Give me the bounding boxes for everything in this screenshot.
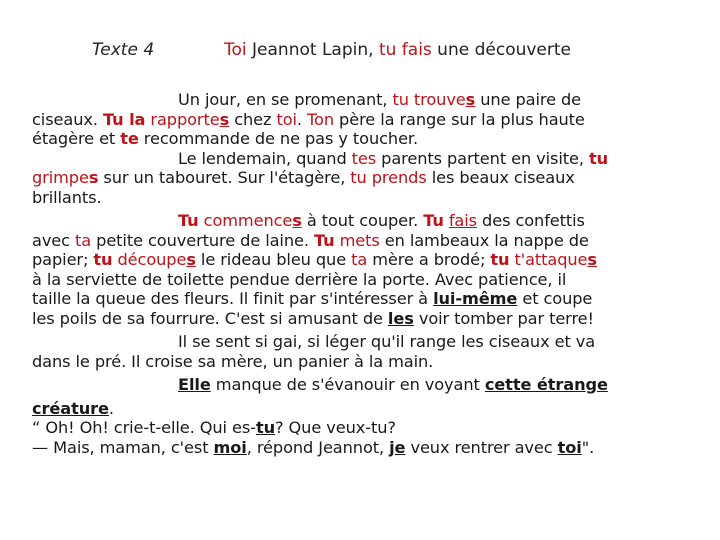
text-segment: une paire de: [475, 90, 582, 109]
text-segment: lui-même: [433, 289, 518, 308]
text-segment: Elle: [178, 375, 211, 394]
text-segment: dans le pré. Il croise sa mère, un panier à la main.: [32, 351, 434, 371]
text-segment: “ Oh! Oh! crie-t-elle. Qui es-: [32, 418, 256, 437]
text-segment: toi: [557, 437, 582, 457]
text-segment: Il se sent si gai, si léger qu'il range les ciseaux et va: [178, 332, 596, 351]
text-line: [32, 289, 682, 309]
text-segment: à la serviette de toilette pendue derrière la porte. Avec patience, il: [32, 269, 567, 289]
text-segment: Tu: [178, 211, 199, 230]
text-segment: commence: [203, 211, 293, 230]
text-segment: le rideau bleu que: [195, 250, 352, 269]
text-segment: s: [186, 250, 196, 269]
text-segment: ta: [351, 250, 368, 269]
text-segment: fais: [401, 40, 432, 60]
text-line: [32, 90, 682, 110]
text-segment: Tu: [423, 211, 444, 230]
text-line: [32, 418, 682, 438]
text-line: [32, 332, 682, 352]
text-segment: les: [387, 308, 414, 328]
text-line: [32, 231, 682, 251]
text-segment: tu: [255, 418, 275, 437]
text-segment: tu: [490, 250, 510, 269]
text-segment: cette étrange: [484, 375, 608, 394]
text-segment: Tu: [313, 230, 335, 250]
text-segment: Tu la: [102, 109, 146, 129]
text-segment: Le lendemain, quand: [178, 148, 352, 168]
text-segment: les beaux ciseaux: [426, 168, 575, 187]
text-segment: .: [108, 398, 114, 418]
text-segment: ".: [581, 437, 595, 457]
text-line: [32, 309, 682, 329]
text-segment: .: [296, 109, 308, 129]
text-line: [32, 129, 682, 149]
page-title: [224, 40, 571, 60]
text-segment: s: [465, 90, 476, 109]
text-line: [32, 211, 682, 231]
text-segment: à tout couper.: [301, 211, 424, 230]
text-line: [32, 149, 682, 169]
text-segment: papier;: [32, 250, 94, 269]
text-line: [32, 399, 682, 419]
text-segment: ta: [75, 230, 92, 250]
text-line: [32, 250, 682, 270]
text-segment: avec: [32, 230, 76, 250]
text-segment: rapporte: [150, 109, 220, 129]
text-segment: voir tomber par terre!: [413, 308, 594, 328]
text-line: [32, 168, 682, 188]
text-segment: veux rentrer avec: [405, 437, 558, 457]
text-segment: tu: [93, 250, 113, 269]
text-segment: toi: [276, 109, 297, 129]
text-segment: ciseaux.: [32, 109, 103, 129]
text-segment: Ton: [307, 109, 335, 129]
text-line: [32, 270, 682, 290]
text-label: Texte 4: [92, 40, 155, 60]
text-segment: tu: [378, 40, 397, 60]
text-segment: découpe: [117, 250, 187, 269]
text-segment: des confettis: [476, 211, 585, 230]
text-segment: Un jour, en se promenant,: [178, 90, 393, 109]
text-segment: t'attaque: [514, 250, 588, 269]
text-segment: brillants.: [32, 187, 102, 207]
text-segment: les poils de sa fourrure. C'est si amusant de: [32, 308, 388, 328]
story-text: [32, 90, 682, 457]
text-segment: sur un tabouret. Sur l'étagère,: [98, 168, 351, 187]
text-segment: tes: [351, 148, 377, 168]
text-segment: je: [389, 437, 406, 457]
text-segment: petite couverture de laine.: [91, 230, 314, 250]
text-segment: s: [88, 168, 99, 187]
text-segment: chez: [229, 109, 277, 129]
text-segment: une découverte: [431, 40, 572, 60]
text-segment: en lambeaux la nappe de: [379, 230, 589, 250]
text-segment: , répond Jeannot,: [246, 437, 390, 457]
text-segment: parents partent en visite,: [376, 148, 589, 168]
text-segment: tu: [392, 90, 409, 109]
text-segment: s: [587, 250, 597, 269]
text-segment: tu prends: [350, 168, 427, 187]
text-segment: moi: [213, 437, 247, 457]
text-segment: te: [120, 129, 139, 148]
text-segment: père la range sur la plus haute: [334, 109, 585, 129]
text-segment: manque de s'évanouir en voyant: [210, 375, 485, 394]
text-segment: étagère et: [32, 129, 121, 148]
text-segment: fais: [448, 211, 477, 230]
text-segment: et coupe: [517, 289, 593, 308]
text-segment: créature: [32, 398, 109, 418]
text-segment: ? Que veux-tu?: [275, 418, 396, 437]
text-segment: Jeannot Lapin,: [246, 40, 379, 60]
text-line: [32, 375, 682, 395]
text-segment: — Mais, maman, c'est: [32, 437, 214, 457]
text-segment: s: [292, 211, 302, 230]
text-line: [32, 110, 682, 130]
text-segment: mets: [339, 230, 380, 250]
text-segment: trouve: [413, 90, 466, 109]
text-line: [32, 438, 682, 458]
text-segment: taille la queue des fleurs. Il finit par s'intéresser à: [32, 289, 434, 308]
text-line: [32, 352, 682, 372]
text-segment: tu: [589, 148, 609, 168]
text-segment: recommande de ne pas y toucher.: [138, 129, 419, 148]
text-segment: grimpe: [32, 168, 89, 187]
text-segment: mère a brodé;: [367, 250, 491, 269]
text-line: [32, 188, 682, 208]
text-segment: Toi: [224, 40, 247, 60]
text-segment: s: [219, 109, 230, 129]
